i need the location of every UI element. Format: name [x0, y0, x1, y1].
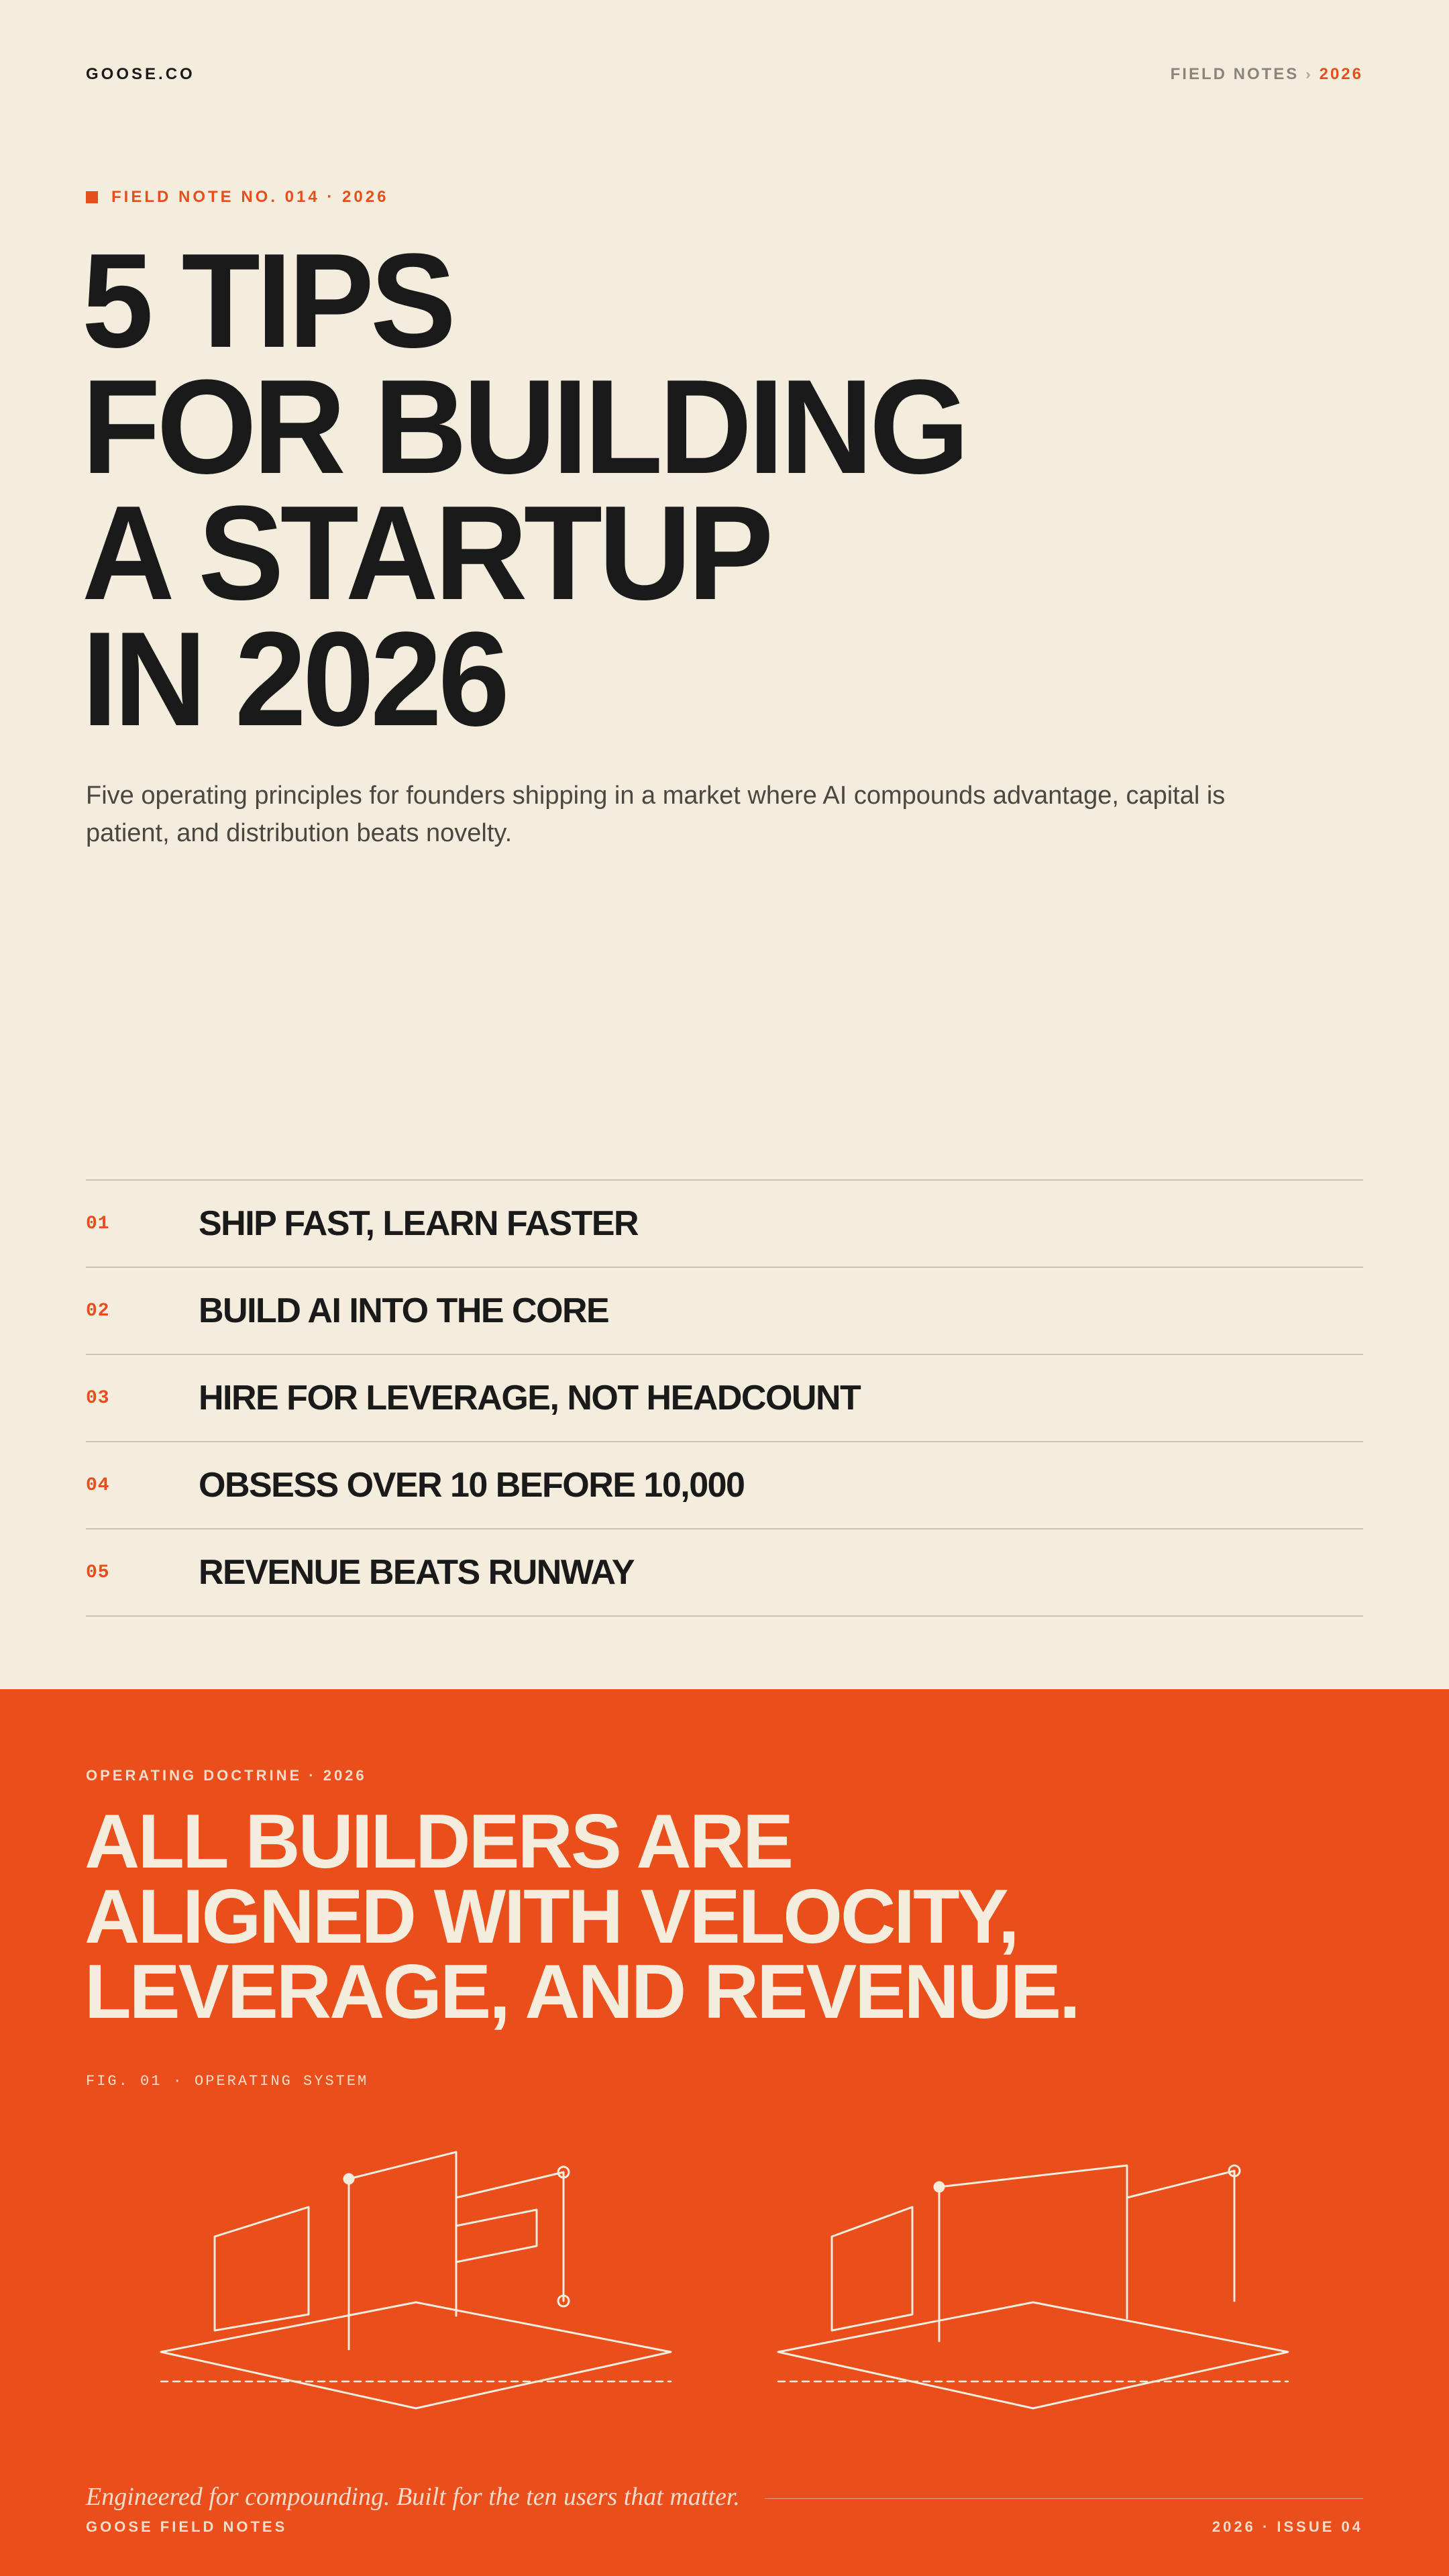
site-footer — [86, 2518, 1363, 2536]
tip-number: 02 — [86, 1300, 110, 1322]
tip-title: HIRE FOR LEVERAGE, NOT HEADCOUNT — [199, 1379, 861, 1417]
footer-divider — [765, 2498, 1363, 2499]
title-line: FOR BUILDING — [82, 352, 966, 502]
tip-title: REVENUE BEATS RUNWAY — [199, 1553, 634, 1592]
list-item[interactable] — [86, 1181, 1363, 1268]
figure-caption: FIG. 01 · OPERATING SYSTEM — [86, 2073, 369, 2090]
tip-title: SHIP FAST, LEARN FASTER — [199, 1204, 639, 1243]
brand-logo[interactable]: GOOSE.CO — [86, 65, 195, 83]
field-note-eyebrow — [86, 188, 388, 207]
title-line: A STARTUP — [82, 478, 770, 628]
intro-paragraph: Five operating principles for founders shipping in a market where AI compounds advantage, capital is patient, and distribution beats novelty. — [86, 782, 1226, 847]
doctrine-title-line: ALIGNED WITH VELOCITY, — [85, 1874, 1018, 1960]
tip-number: 03 — [86, 1387, 110, 1409]
doctrine-title — [85, 1799, 1359, 2035]
tips-list — [86, 1179, 1363, 1617]
list-item[interactable] — [86, 1355, 1363, 1442]
tip-number: 05 — [86, 1562, 110, 1583]
title-line: IN 2026 — [82, 604, 506, 754]
breadcrumb-current-year: 2026 — [1319, 65, 1363, 83]
chevron-right-icon: › — [1305, 66, 1313, 83]
list-item[interactable] — [86, 1529, 1363, 1617]
doctrine-title-line: LEVERAGE, AND REVENUE. — [85, 1949, 1079, 2035]
list-item[interactable] — [86, 1442, 1363, 1529]
tip-title: BUILD AI INTO THE CORE — [199, 1291, 609, 1330]
title-line: 5 TIPS — [82, 226, 453, 376]
list-item[interactable] — [86, 1268, 1363, 1355]
doctrine-eyebrow: OPERATING DOCTRINE · 2026 — [86, 1767, 367, 1784]
doctrine-section — [0, 1689, 1449, 2576]
footer-issue: 2026 · ISSUE 04 — [1212, 2518, 1363, 2535]
breadcrumb-field-notes[interactable]: FIELD NOTES — [1170, 65, 1299, 83]
page-title — [82, 226, 1305, 754]
doctrine-title-line: ALL BUILDERS ARE — [85, 1799, 792, 1884]
isometric-building-right — [778, 2165, 1288, 2408]
site-header — [86, 64, 1363, 85]
tip-title: OBSESS OVER 10 BEFORE 10,000 — [199, 1466, 745, 1505]
tip-number: 01 — [86, 1213, 110, 1234]
field-note-label: FIELD NOTE NO. 014 · 2026 — [111, 188, 389, 206]
footer-publication[interactable]: GOOSE FIELD NOTES — [86, 2518, 288, 2535]
operating-system-illustration — [0, 2132, 1449, 2440]
isometric-building-left — [161, 2152, 671, 2408]
breadcrumb — [1171, 65, 1363, 84]
square-bullet-icon — [86, 191, 98, 203]
tagline: Engineered for compounding. Built for the ten users that matter. — [86, 2483, 740, 2511]
tip-number: 04 — [86, 1474, 110, 1496]
